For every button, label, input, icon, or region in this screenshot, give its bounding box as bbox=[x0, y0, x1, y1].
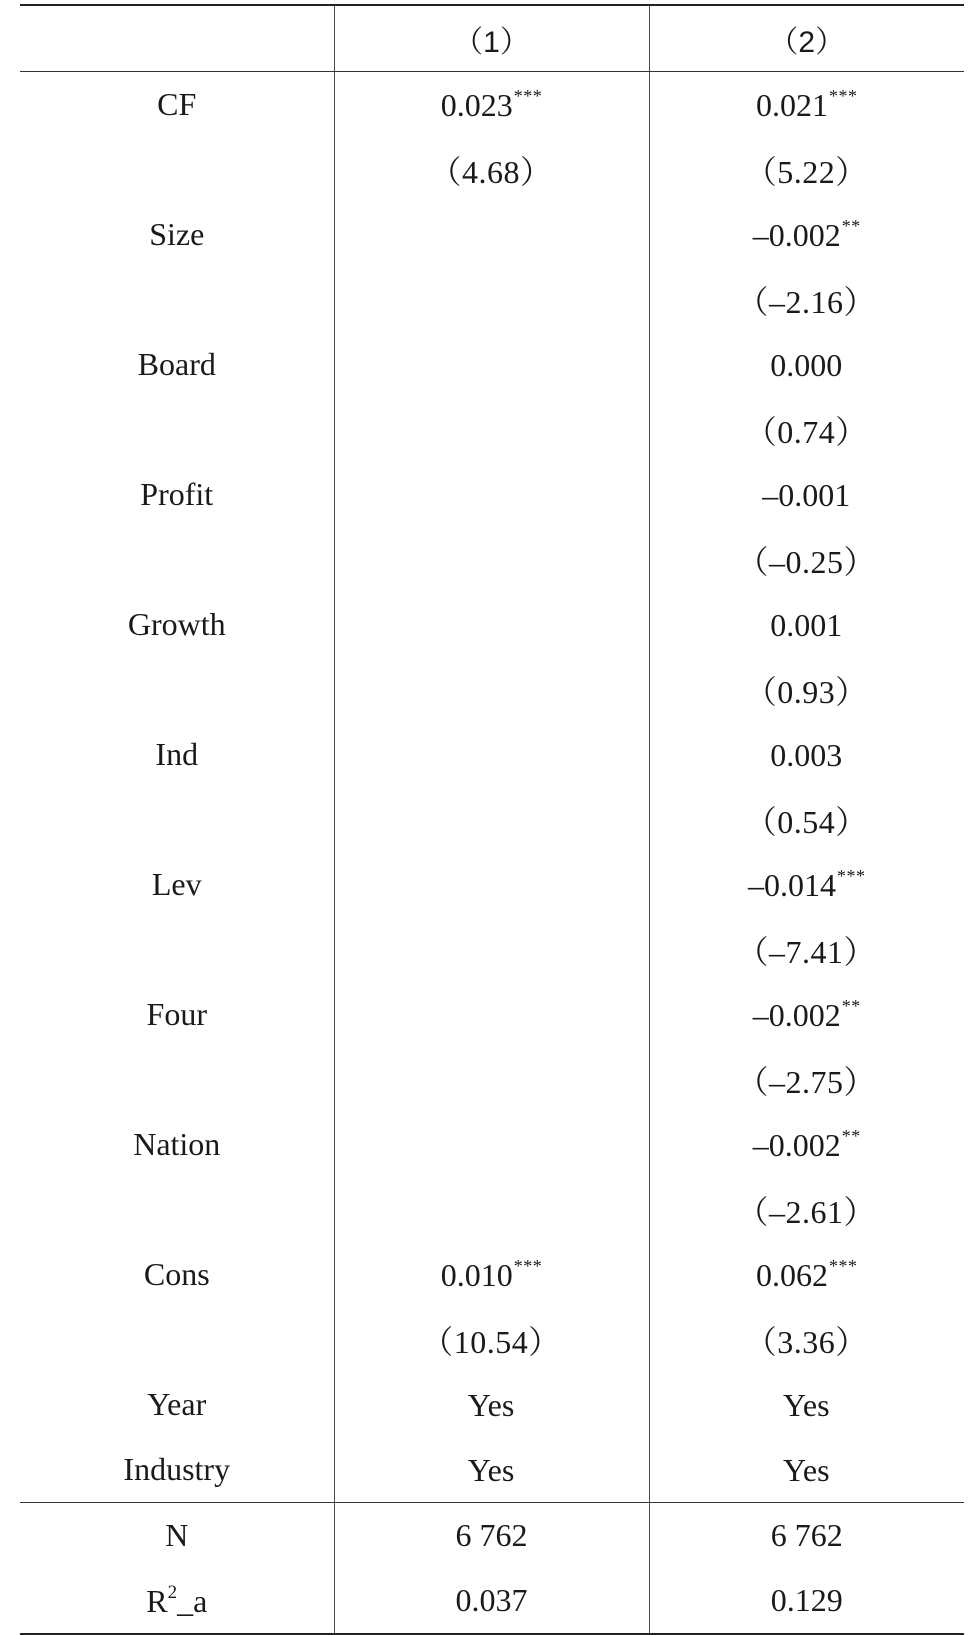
cell-model-2: 0.129 bbox=[649, 1568, 964, 1634]
cell-model-1 bbox=[334, 202, 649, 267]
cell-value: （0.74） bbox=[744, 413, 868, 450]
cell-model-2 bbox=[649, 1307, 964, 1372]
cell-model-2 bbox=[649, 1177, 964, 1242]
table-row bbox=[20, 202, 964, 267]
row-label bbox=[20, 917, 334, 982]
table-row bbox=[20, 332, 964, 397]
table-row bbox=[20, 527, 964, 592]
cell-value: –0.002 bbox=[752, 1126, 841, 1163]
cell-value: （0.54） bbox=[744, 803, 868, 840]
cell-model-2 bbox=[649, 1112, 964, 1177]
row-label: Four bbox=[146, 996, 207, 1032]
r2-label-sup: 2 bbox=[167, 1581, 178, 1603]
cell-model-1 bbox=[334, 462, 649, 527]
cell-value: 0.003 bbox=[770, 736, 843, 773]
cell-model-2: 6 762 bbox=[649, 1503, 964, 1569]
cell-model-2 bbox=[649, 202, 964, 267]
significance-stars: ** bbox=[841, 1125, 861, 1146]
table-row bbox=[20, 1372, 964, 1437]
cell-value: 0.000 bbox=[770, 346, 843, 383]
table-row bbox=[20, 1047, 964, 1112]
cell-model-1 bbox=[334, 72, 649, 138]
table-row bbox=[20, 137, 964, 202]
r2-label-base: R bbox=[146, 1582, 168, 1619]
cell-model-1 bbox=[334, 397, 649, 462]
row-label bbox=[20, 1568, 334, 1634]
cell-model-1 bbox=[334, 1307, 649, 1372]
table-row bbox=[20, 1242, 964, 1307]
row-label: Lev bbox=[151, 866, 202, 902]
table-row bbox=[20, 592, 964, 657]
cell-value: （10.54） bbox=[421, 1323, 561, 1360]
cell-model-1 bbox=[334, 332, 649, 397]
cell-model-1: 6 762 bbox=[334, 1503, 649, 1569]
cell-model-2 bbox=[649, 397, 964, 462]
stats-row-r2 bbox=[20, 1568, 964, 1634]
cell-model-2 bbox=[649, 332, 964, 397]
cell-model-2 bbox=[649, 462, 964, 527]
table-row bbox=[20, 852, 964, 917]
cell-model-1 bbox=[334, 137, 649, 202]
significance-stars: *** bbox=[837, 865, 866, 886]
header-row bbox=[20, 5, 964, 72]
cell-model-1 bbox=[334, 1047, 649, 1112]
cell-model-2 bbox=[649, 527, 964, 592]
table-row bbox=[20, 1177, 964, 1242]
cell-model-1 bbox=[334, 1177, 649, 1242]
table-row bbox=[20, 1437, 964, 1503]
table-row bbox=[20, 917, 964, 982]
table-row bbox=[20, 787, 964, 852]
row-label: Cons bbox=[143, 1256, 210, 1292]
cell-value: Yes bbox=[782, 1451, 830, 1488]
cell-model-2 bbox=[649, 1242, 964, 1307]
cell-value: 0.062 bbox=[756, 1256, 828, 1293]
table-row bbox=[20, 1112, 964, 1177]
table-row bbox=[20, 1307, 964, 1372]
cell-model-2 bbox=[649, 917, 964, 982]
cell-model-1 bbox=[334, 1372, 649, 1437]
cell-model-2 bbox=[649, 1437, 964, 1503]
header-variable bbox=[20, 5, 334, 72]
significance-stars: *** bbox=[513, 85, 543, 106]
cell-model-1 bbox=[334, 1242, 649, 1307]
table-row bbox=[20, 397, 964, 462]
cell-value: （4.68） bbox=[429, 153, 553, 190]
cell-model-1 bbox=[334, 982, 649, 1047]
row-label: Ind bbox=[155, 736, 199, 772]
row-label bbox=[20, 1307, 334, 1372]
significance-stars: *** bbox=[513, 1255, 543, 1276]
cell-value: Yes bbox=[467, 1386, 515, 1423]
cell-value: （0.93） bbox=[744, 673, 868, 710]
cell-value: （–0.25） bbox=[736, 543, 876, 580]
cell-value: （–2.16） bbox=[736, 283, 876, 320]
cell-model-2 bbox=[649, 267, 964, 332]
cell-model-2 bbox=[649, 1372, 964, 1437]
table-body bbox=[20, 72, 964, 1635]
table-row bbox=[20, 722, 964, 787]
cell-model-1 bbox=[334, 1437, 649, 1503]
cell-model-2 bbox=[649, 657, 964, 722]
cell-model-2 bbox=[649, 787, 964, 852]
cell-model-1 bbox=[334, 917, 649, 982]
significance-stars: ** bbox=[841, 215, 861, 236]
cell-model-1: 0.037 bbox=[334, 1568, 649, 1634]
row-label: Size bbox=[149, 216, 205, 252]
table-row bbox=[20, 462, 964, 527]
cell-model-2 bbox=[649, 982, 964, 1047]
row-label bbox=[20, 1177, 334, 1242]
row-label: N bbox=[20, 1503, 334, 1569]
row-label bbox=[20, 657, 334, 722]
cell-model-1 bbox=[334, 267, 649, 332]
row-label: Growth bbox=[127, 606, 226, 642]
cell-model-2 bbox=[649, 722, 964, 787]
cell-model-2 bbox=[649, 72, 964, 138]
cell-value: –0.014 bbox=[748, 866, 836, 903]
cell-value: 0.010 bbox=[440, 1256, 513, 1293]
cell-value: 0.021 bbox=[756, 86, 828, 123]
cell-value: （–2.75） bbox=[736, 1063, 876, 1100]
row-label bbox=[20, 527, 334, 592]
table-row bbox=[20, 982, 964, 1047]
stats-row-n bbox=[20, 1503, 964, 1569]
row-label bbox=[20, 267, 334, 332]
significance-stars: *** bbox=[829, 85, 858, 106]
row-label: Year bbox=[147, 1386, 207, 1422]
cell-model-1 bbox=[334, 852, 649, 917]
cell-model-1 bbox=[334, 1112, 649, 1177]
significance-stars: ** bbox=[841, 995, 861, 1016]
cell-value: （5.22） bbox=[744, 153, 868, 190]
table-row bbox=[20, 267, 964, 332]
row-label bbox=[20, 787, 334, 852]
cell-value: 0.001 bbox=[770, 606, 843, 643]
cell-model-2 bbox=[649, 592, 964, 657]
significance-stars: *** bbox=[829, 1255, 858, 1276]
cell-model-2 bbox=[649, 1047, 964, 1112]
cell-value: 0.023 bbox=[440, 86, 513, 123]
header-model-2: （2） bbox=[649, 5, 964, 72]
r2-label-suffix: _a bbox=[177, 1582, 208, 1619]
cell-value: Yes bbox=[467, 1451, 515, 1488]
cell-value: –0.001 bbox=[762, 476, 851, 513]
header-model-1: （1） bbox=[334, 5, 649, 72]
cell-model-2 bbox=[649, 852, 964, 917]
cell-model-2 bbox=[649, 137, 964, 202]
row-label bbox=[20, 1047, 334, 1112]
row-label: CF bbox=[157, 86, 197, 122]
cell-model-1 bbox=[334, 657, 649, 722]
cell-value: –0.002 bbox=[752, 996, 841, 1033]
table-row bbox=[20, 72, 964, 138]
row-label: Board bbox=[137, 346, 216, 382]
row-label: Industry bbox=[123, 1451, 231, 1487]
cell-value: （–2.61） bbox=[736, 1193, 876, 1230]
row-label: Profit bbox=[140, 476, 214, 512]
row-label bbox=[20, 397, 334, 462]
row-label bbox=[20, 137, 334, 202]
cell-value: Yes bbox=[782, 1386, 830, 1423]
cell-model-1 bbox=[334, 787, 649, 852]
regression-table bbox=[20, 4, 964, 1635]
cell-value: （3.36） bbox=[744, 1323, 868, 1360]
cell-model-1 bbox=[334, 592, 649, 657]
cell-model-1 bbox=[334, 722, 649, 787]
row-label: Nation bbox=[133, 1126, 221, 1162]
cell-value: –0.002 bbox=[752, 216, 841, 253]
cell-model-1 bbox=[334, 527, 649, 592]
table-row bbox=[20, 657, 964, 722]
cell-value: （–7.41） bbox=[736, 933, 876, 970]
